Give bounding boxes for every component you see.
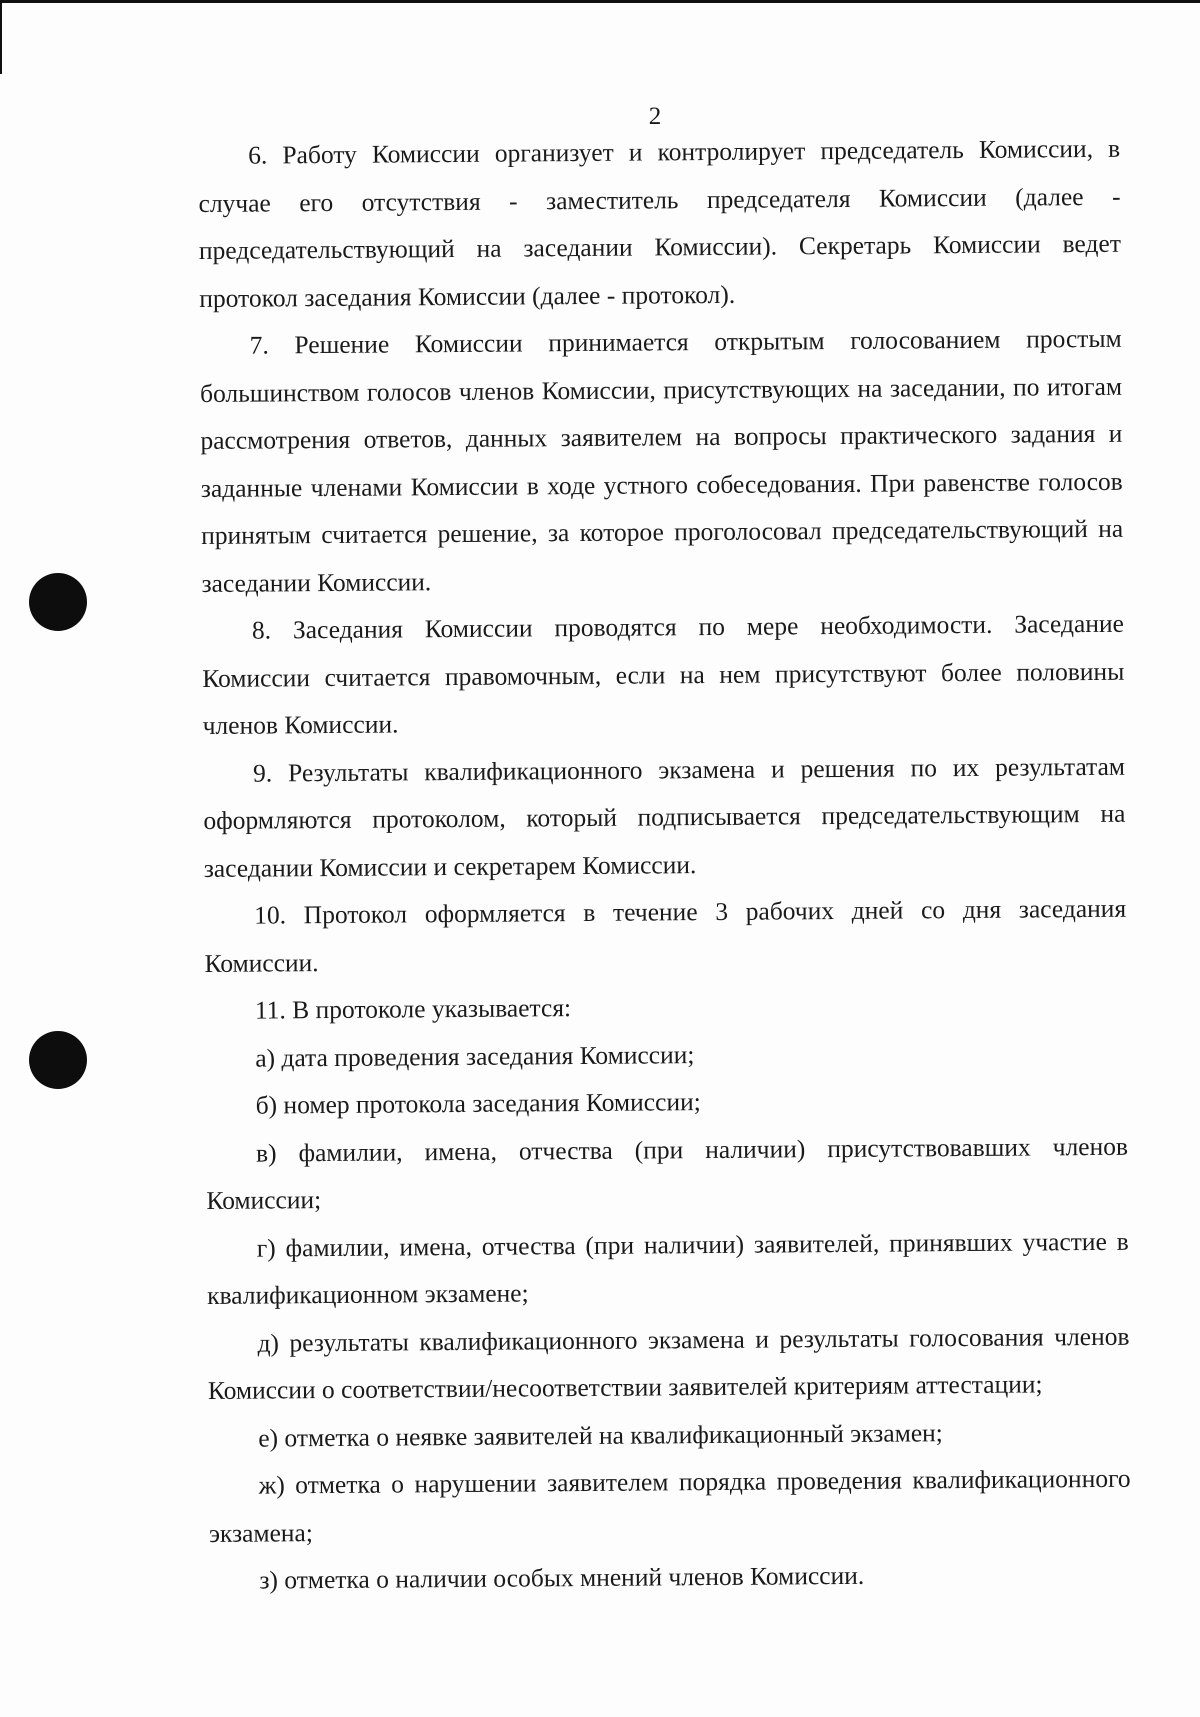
scan-edge-left xyxy=(0,0,2,74)
paragraph-9: 9. Результаты квалификационного экзамена и решения по их результатам оформляются протоколом, который подписывается председательствующим на заседании Комиссии и секретарем Комиссии. xyxy=(203,751,1126,883)
list-item-d: д) результаты квалификационного экзамена и результаты голосования членов Комиссии о соответствии/несоответствии заявителей критериям аттестации; xyxy=(207,1321,1130,1405)
list-item-v: в) фамилии, имена, отчества (при наличии) присутствовавших членов Комиссии; xyxy=(206,1131,1129,1215)
list-item-b: б) номер протокола заседания Комиссии; xyxy=(255,1087,701,1120)
list-item-e: е) отметка о неявке заявителей на квалификационный экзамен; xyxy=(258,1417,943,1453)
paragraph-10: 10. Протокол оформляется в течение 3 рабочих дней со дня заседания Комиссии. xyxy=(204,893,1127,978)
paragraph-11: 11. В протоколе указывается: xyxy=(254,993,572,1025)
list-item-zh: ж) отметка о нарушении заявителем порядка проведения квалификационного экзамена; xyxy=(208,1463,1131,1548)
list-item-z: з) отметка о наличии особых мнений членов Комиссии. xyxy=(259,1560,865,1595)
scan-edge-top xyxy=(0,0,1200,3)
paragraph-8: 8. Заседания Комиссии проводятся по мере необходимости. Заседание Комиссии считается правомочным, если на нем присутствуют более половины членов Комиссии. xyxy=(202,608,1125,740)
paragraph-6: 6. Работу Комиссии организует и контролирует председатель Комиссии, в случае его отсутствия - заместитель председателя Комиссии (далее - председательствующий на заседании Комиссии). Секретарь Комиссии ведет протокол заседания Комиссии (далее - протокол). xyxy=(198,133,1122,313)
list-item-g: г) фамилии, имена, отчества (при наличии) заявителей, принявших участие в квалификационном экзамене; xyxy=(207,1226,1129,1310)
page-number: 2 xyxy=(648,103,662,130)
paragraph-7: 7. Решение Комиссии принимается открытым голосованием простым большинством голосов членов Комиссии, присутствующих на заседании, по итогам рассмотрения ответов, данных заявителем на вопросы практического задания и заданные членами Комиссии в ходе устного собеседования. При равенстве голосов принятым считается решение, за которое проголосовал председательствующий на заседании Комиссии. xyxy=(199,323,1124,598)
document-body xyxy=(198,125,1132,1605)
list-item-a: а) дата проведения заседания Комиссии; xyxy=(255,1039,695,1073)
punch-hole-icon xyxy=(29,1031,87,1089)
punch-hole-icon xyxy=(29,573,87,631)
